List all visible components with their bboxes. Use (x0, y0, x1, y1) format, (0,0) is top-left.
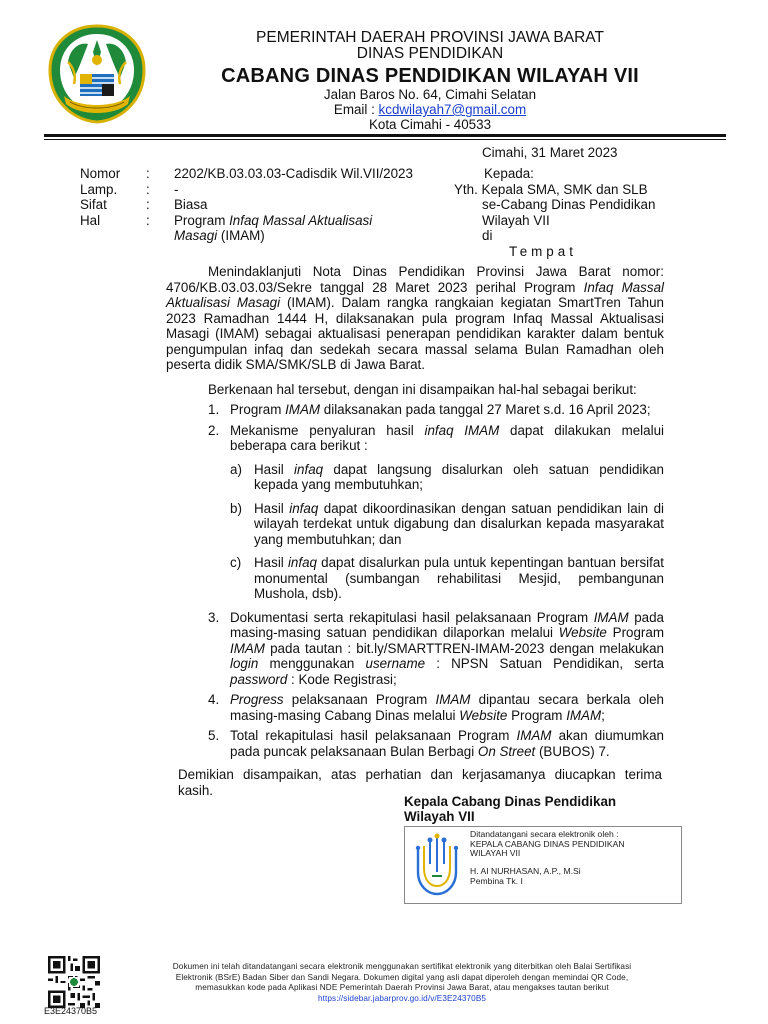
letter-date: Cimahi, 31 Maret 2023 (482, 145, 618, 160)
sub-list-item: c) Hasil infaq dapat disalurkan pula untuk kepentingan bantuan bersifat monumental (sumbangan rehabilitasi Mesjid, pembangunan Mushola, dsb). (230, 555, 665, 601)
meta-label: Hal (80, 212, 101, 228)
letter-meta (80, 166, 460, 244)
verification-link[interactable]: https://sidebar.jabarprov.go.id/v/E3E24370B5 (317, 993, 487, 1003)
letterhead-address: Jalan Baros No. 64, Cimahi Selatan (323, 87, 537, 102)
qr-code-text: E3E24370B5 (44, 1006, 98, 1016)
closing-paragraph: Demikian disampaikan, atas perhatian dan kerjasamanya diucapkan terima kasih. (178, 767, 662, 798)
meta-row-lamp (80, 182, 460, 198)
letterhead-line1: PEMERINTAH DAERAH PROVINSI JAWA BARAT (256, 29, 604, 46)
meta-value-hal: Program Infaq Massal Aktualisasi Masagi (IMAM) (174, 212, 373, 243)
recipient-line3: Wilayah VII (482, 212, 550, 228)
recipient-kepada: Kepada: (484, 166, 534, 181)
letterhead-email (160, 102, 700, 118)
recipient-line2: se-Cabang Dinas Pendidikan (482, 197, 656, 212)
letterhead-line2: DINAS PENDIDIKAN (356, 45, 504, 62)
signer-name: H. AI NURHASAN, A.P., M.Si (470, 866, 581, 876)
email-label: Email : (333, 102, 379, 117)
signer-rank: Pembina Tk. I (470, 876, 523, 886)
footer-notice: Dokumen ini telah ditandatangani secara elektronik menggunakan sertifikat elektronik yang diterbitkan oleh Balai Sertifikasi Elektronik (BSrE) Badan Siber dan Sandi Negara. Dokumen digital yang asli dapat diperoleh dengan memindai QR Code, memasukkan kode pada Aplikasi NDE Pemerintah Daerah Provinsi Jawa Barat, atau mengakses tautan berikut https://sidebar.jabarprov.go.id/v/E3E24370B5 (132, 962, 672, 1004)
signer-name-block (470, 866, 581, 886)
meta-label: Nomor (80, 166, 121, 181)
recipient-line1: Yth. Kepala SMA, SMK dan SLB (454, 181, 648, 197)
west-java-emblem-icon (44, 22, 150, 126)
signature-title: Kepala Cabang Dinas Pendidikan Wilayah VII (404, 794, 617, 824)
meta-row-hal (80, 213, 460, 244)
sub-list (230, 462, 664, 602)
recipient-di: di (482, 228, 493, 243)
sub-list-item: a) Hasil infaq dapat langsung disalurkan oleh satuan pendidikan kepada yang membutuhkan; (230, 461, 664, 492)
points-list (166, 402, 664, 759)
sub-list-item: b) Hasil infaq dapat dikoordinasikan dengan satuan pendidikan lain di wilayah terdekat untuk digabung dan disalurkan kepada masyarakat yang membutuhkan; dan (230, 500, 665, 547)
lead-paragraph: Berkenaan hal tersebut, dengan ini disampaikan hal-hal sebagai berikut: (208, 381, 637, 397)
list-item: 5. Total rekapitulasi hasil pelaksanaan Program IMAM akan diumumkan pada puncak pelaksanaan Bulan Berbagi On Street (BUBOS) 7. (208, 728, 664, 759)
meta-colon: : (146, 212, 150, 228)
letterhead-city: Kota Cimahi - 40533 (368, 117, 492, 132)
qr-code-icon (48, 956, 100, 1008)
meta-label: Lamp. (80, 181, 118, 197)
meta-value-lamp: - (174, 181, 179, 197)
list-item: 4. Progress pelaksanaan Program IMAM dipantau secara berkala oleh masing-masing Cabang Dinas melalui Website Program IMAM; (208, 692, 665, 723)
list-item: 3. Dokumentasi serta rekapitulasi hasil pelaksanaan Program IMAM pada masing-masing satuan pendidikan dilaporkan melalui Website Program IMAM pada tautan : bit.ly/SMARTTREN-IMAM-2023 dengan melakukan login menggunakan username : NPSN Satuan Pendidikan, serta password : Kode Registrasi; (208, 609, 664, 687)
recipient-block (454, 166, 724, 259)
meta-label: Sifat (80, 197, 107, 212)
meta-value-sifat: Biasa (174, 197, 208, 212)
e-signature-text: Ditandatangani secara elektronik oleh : KEPALA CABANG DINAS PENDIDIKAN WILAYAH VII (470, 829, 625, 859)
list-item: 1. Program IMAM dilaksanakan pada tanggal 27 Maret s.d. 16 April 2023; (208, 402, 651, 417)
meta-colon: : (146, 197, 150, 212)
recipient-tempat: Tempat (509, 243, 577, 259)
list-item: 2. Mekanisme penyaluran hasil infaq IMAM dapat dilakukan melalui beberapa cara berikut : a) Hasil infaq dapat langsung disalurkan oleh satuan pendidikan kepada yang membutuhkan; b) Hasil infaq dapat dikoordinasikan dengan satuan pendidikan lain di wilayah terdekat untuk digabung dan disalurkan kepada masyarakat yang membutuhkan; dan c) Hasil infaq dapat disalurkan pula untuk kepentingan bantuan bersifat monumental (sumbangan rehabilitasi Mesjid, pembangunan Mushola, dsb). (208, 422, 665, 601)
letterhead-rule-thin (44, 139, 726, 140)
letterhead-office-name: CABANG DINAS PENDIDIKAN WILAYAH VII (221, 65, 639, 87)
meta-row-sifat (80, 197, 460, 213)
meta-row-nomor (80, 166, 460, 182)
e-signature-logo-icon (410, 832, 464, 898)
letterhead-rule-thick (44, 134, 726, 137)
meta-colon: : (146, 166, 150, 181)
email-link[interactable]: kcdwilayah7@gmail.com (378, 102, 527, 117)
meta-value-nomor: 2202/KB.03.03.03-Cadisdik Wil.VII/2023 (174, 166, 413, 181)
letter-body (166, 264, 664, 798)
meta-colon: : (146, 181, 150, 197)
intro-paragraph: Menindaklanjuti Nota Dinas Pendidikan Provinsi Jawa Barat nomor: 4706/KB.03.03.03/Sekre tanggal 28 Maret 2023 perihal Program Infaq Massal Aktualisasi Masagi (IMAM). Dalam rangka rangkaian kegiatan SmartTren Tahun 2023 Ramadhan 1444 H, dilaksanakan pula program Infaq Massal Aktualisasi Masagi (IMAM) sebagai aktualisasi penerapan pendidikan karakter dalam bentuk pengumpulan infaq dan sedekah secara massal selama Bulan Ramadhan oleh peserta didik SMA/SMK/SLB di Jawa Barat. (166, 264, 664, 372)
